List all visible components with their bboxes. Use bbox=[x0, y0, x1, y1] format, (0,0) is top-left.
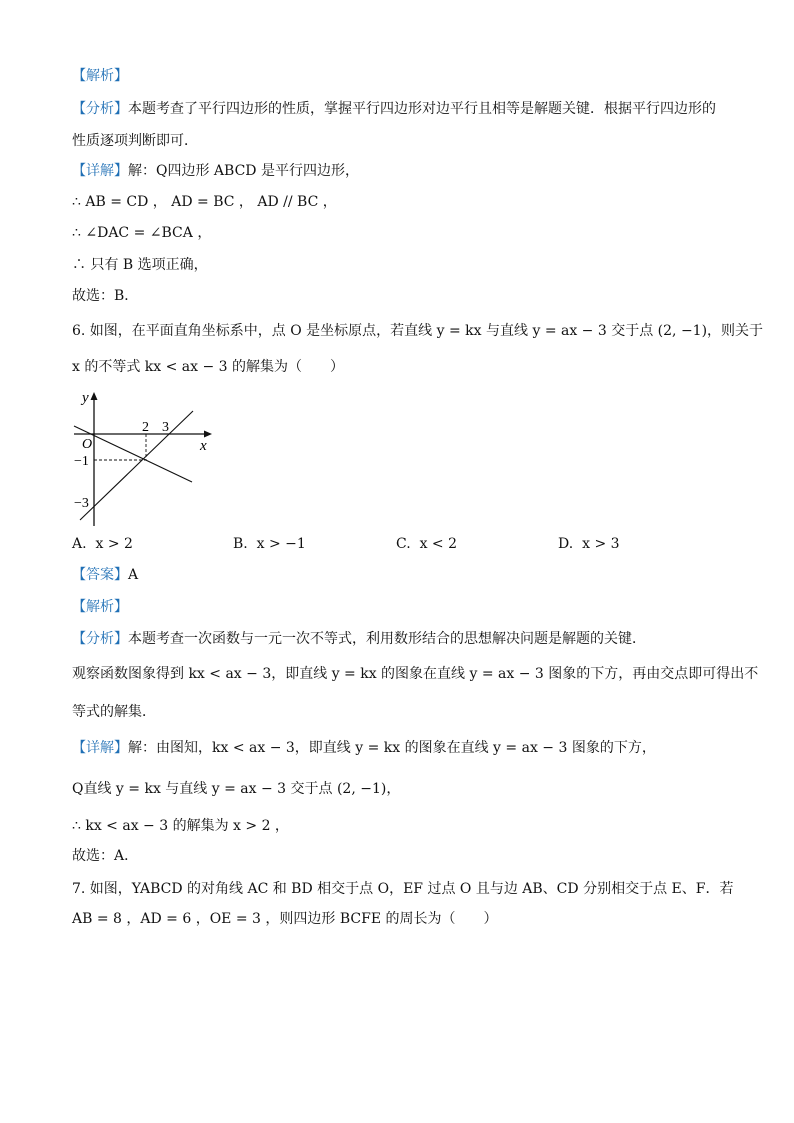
tick-label-y-minus-1: −1 bbox=[74, 454, 89, 469]
q6-answer-value: A bbox=[128, 567, 139, 583]
q5-detail-tag: 【详解】 bbox=[72, 163, 128, 179]
q6-fenxi-line3: 等式的解集． bbox=[72, 704, 156, 720]
tick-label-x-3: 3 bbox=[162, 420, 169, 435]
q6-option-a: A. x > 2 bbox=[72, 536, 133, 552]
q6-fenxi-line1 bbox=[72, 629, 646, 649]
q6-fenxi-tag: 【分析】 bbox=[72, 631, 128, 647]
q5-fenxi-line1 bbox=[72, 99, 716, 119]
line-y-ax-minus-3 bbox=[80, 411, 193, 520]
q5-detail-line3: ∴ ∠DAC = ∠BCA ， bbox=[72, 225, 212, 241]
origin-label: O bbox=[82, 437, 93, 452]
q5-detail-line1 bbox=[72, 161, 359, 181]
q6-stem-line1: 6. 如图，在平面直角坐标系中，点 O 是坐标原点，若直线 y = kx 与直线 y = ax − 3 交于点 (2, −1)，则关于 bbox=[72, 323, 764, 339]
q7-stem-line1: 7. 如图，YABCD 的对角线 AC 和 BD 相交于点 O，EF 过点 O 且与边 AB、CD 分别相交于点 E、F．若 bbox=[72, 881, 734, 897]
q5-fenxi-line2: 性质逐项判断即可． bbox=[72, 133, 198, 149]
x-axis-arrow-icon bbox=[204, 431, 212, 438]
q6-detail-tag: 【详解】 bbox=[72, 740, 128, 756]
tick-label-y-minus-3: −3 bbox=[74, 496, 89, 511]
q7-stem-line2: AB = 8 ，AD = 6 ，OE = 3 ，则四边形 BCFE 的周长为（ ） bbox=[72, 911, 498, 927]
q5-choice: 故选：B． bbox=[72, 288, 139, 304]
q6-option-c: C. x < 2 bbox=[396, 536, 458, 552]
q6-stem-line2: x 的不等式 kx < ax − 3 的解集为（ ） bbox=[72, 359, 345, 375]
q6-coordinate-graph bbox=[70, 384, 220, 532]
q6-option-d: D. x > 3 bbox=[558, 536, 620, 552]
q5-analysis-tag: 【解析】 bbox=[72, 68, 128, 84]
q6-answer-tag: 【答案】 bbox=[72, 567, 128, 583]
q6-detail-line2: Q直线 y = kx 与直线 y = ax − 3 交于点 (2, −1)， bbox=[72, 781, 401, 797]
y-axis-arrow-icon bbox=[91, 392, 98, 400]
q6-fenxi-text: 本题考查一次函数与一元一次不等式，利用数形结合的思想解决问题是解题的关键． bbox=[128, 631, 646, 647]
q6-detail-text: 解：由图知，kx < ax − 3，即直线 y = kx 的图象在直线 y = ax − 3 图象的下方， bbox=[128, 740, 656, 756]
q5-detail-text: 解：Q四边形 ABCD 是平行四边形， bbox=[128, 163, 359, 179]
q6-detail-line1 bbox=[72, 738, 656, 758]
q5-detail-line2: ∴ AB = CD ， AD = BC ， AD // BC ， bbox=[72, 194, 337, 210]
q5-fenxi-tag: 【分析】 bbox=[72, 101, 128, 117]
x-axis-label: x bbox=[200, 438, 207, 454]
tick-label-x-2: 2 bbox=[142, 420, 149, 435]
y-axis-label: y bbox=[82, 390, 89, 406]
q5-detail-line4: ∴ 只有 B 选项正确， bbox=[72, 257, 208, 273]
q5-fenxi-text: 本题考查了平行四边形的性质，掌握平行四边形对边平行且相等是解题关键．根据平行四边形的 bbox=[128, 101, 716, 117]
q6-answer-line bbox=[72, 565, 138, 585]
q6-detail-line3: ∴ kx < ax − 3 的解集为 x > 2 ， bbox=[72, 818, 289, 834]
q6-option-b: B. x > −1 bbox=[233, 536, 306, 552]
q6-choice: 故选：A． bbox=[72, 848, 139, 864]
q6-fenxi-line2: 观察函数图象得到 kx < ax − 3，即直线 y = kx 的图象在直线 y = ax − 3 图象的下方，再由交点即可得出不 bbox=[72, 666, 759, 682]
q6-analysis-tag: 【解析】 bbox=[72, 599, 128, 615]
